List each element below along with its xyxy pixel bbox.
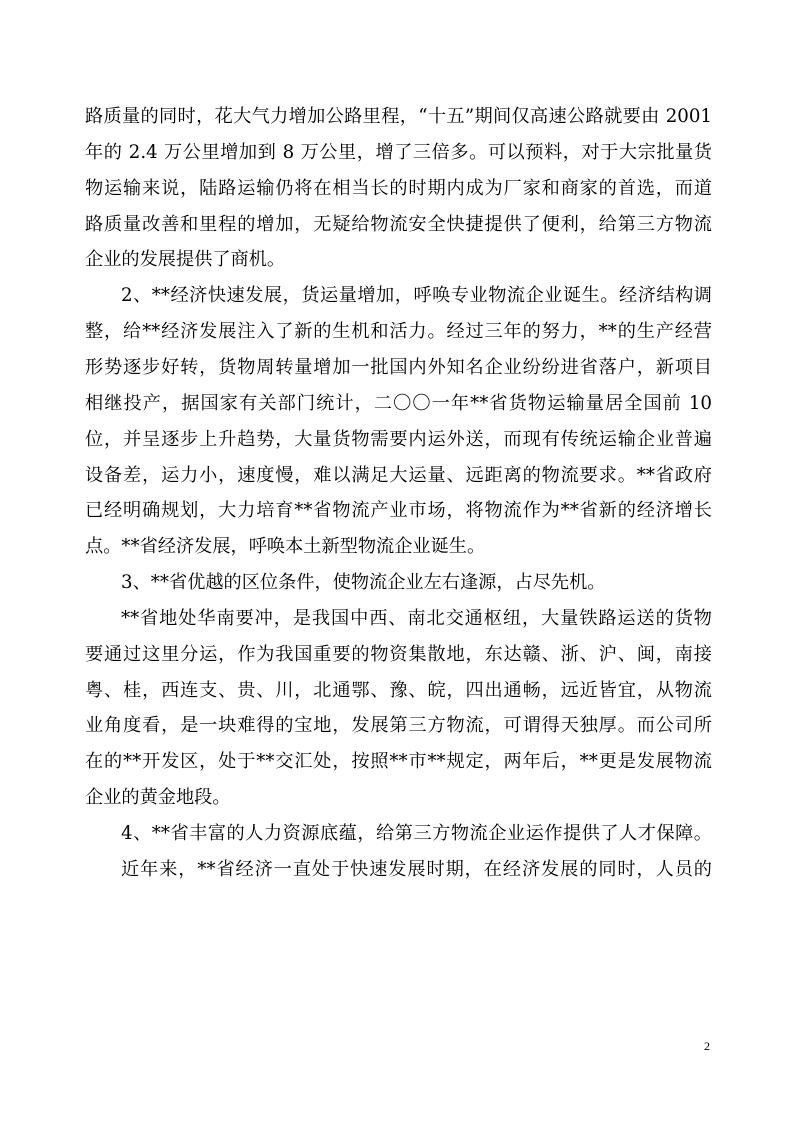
text-line: 整，给**经济发展注入了新的生机和活力。经过三年的努力，**的生产经营 [85, 321, 712, 343]
text-line: 近年来，**省经济一直处于快速发展时期，在经济发展的同时，人员的 [121, 858, 712, 880]
text-line: 企业的黄金地段。 [85, 787, 231, 809]
text-line: 4、**省丰富的人力资源底蕴，给第三方物流企业运作提供了人才保障。 [121, 823, 712, 844]
text-line: 企业的发展提供了商机。 [85, 249, 286, 271]
text-line: 2、**经济快速发展，货运量增加，呼唤专业物流企业诞生。经济结构调 [121, 285, 712, 307]
text-line: 形势逐步好转，货物周转量增加一批国内外知名企业纷纷进省落户，新项目 [85, 356, 712, 378]
text-line: 点。**省经济发展，呼唤本土新型物流企业诞生。 [85, 536, 486, 558]
text-line: 相继投产，据国家有关部门统计，二〇〇一年**省货物运输量居全国前 10 [85, 392, 712, 414]
text-line: 路质量改善和里程的增加，无疑给物流安全快捷提供了便利，给第三方物流 [85, 213, 712, 235]
text-line: 位，并呈逐步上升趋势，大量货物需要内运外送，而现有传统运输企业普遍 [85, 428, 712, 450]
text-line: 年的 2.4 万公里增加到 8 万公里，增了三倍多。可以预料，对于大宗批量货 [85, 141, 712, 163]
text-line: 在的**开发区，处于**交汇处，按照**市**规定，两年后，**更是发展物流 [85, 751, 712, 773]
text-line: 业角度看，是一块难得的宝地，发展第三方物流，可谓得天独厚。而公司所 [85, 715, 712, 737]
text-line: 物运输来说，陆路运输仍将在相当长的时期内成为厂家和商家的首选，而道 [85, 177, 712, 199]
text-line: 粤、桂，西连支、贵、川，北通鄂、豫、皖，四出通畅，远近皆宜，从物流 [85, 679, 712, 701]
text-line: 要通过这里分运，作为我国重要的物资集散地，东达赣、浙、沪、闽，南接 [85, 643, 712, 665]
text-line: 3、**省优越的区位条件，使物流企业左右逢源，占尽先机。 [121, 572, 606, 594]
page-number: 2 [704, 1039, 710, 1053]
text-line: 路质量的同时，花大气力增加公路里程，“十五”期间仅高速公路就要由 2001 [85, 106, 712, 127]
text-line: 设备差，运力小，速度慢，难以满足大运量、远距离的物流要求。**省政府 [85, 464, 712, 486]
text-line: 已经明确规划，大力培育**省物流产业市场，将物流作为**省新的经济增长 [85, 500, 712, 522]
text-line: **省地处华南要冲，是我国中西、南北交通枢纽，大量铁路运送的货物 [121, 607, 712, 629]
